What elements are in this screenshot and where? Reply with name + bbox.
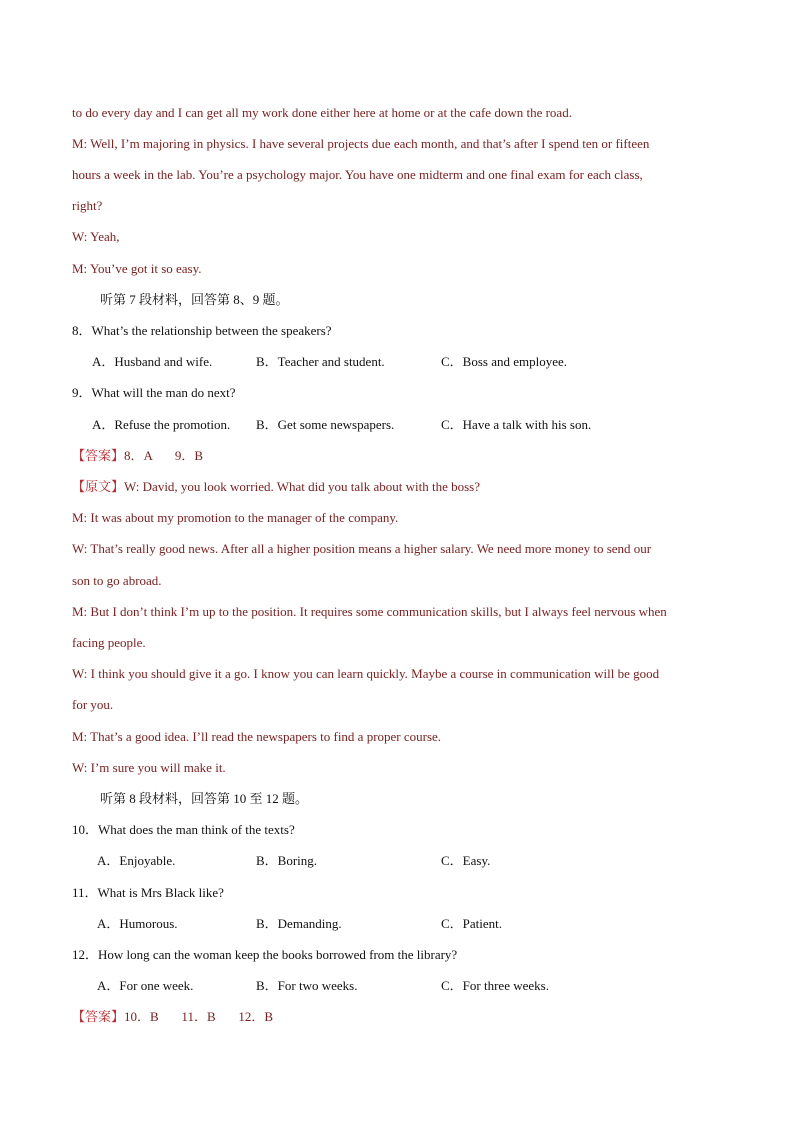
answer-tag: 【答案】 bbox=[72, 1009, 125, 1024]
transcript-line: M: But I don’t think I’m up to the position. It requires some communication skills, but I always feel nervous when bbox=[72, 604, 667, 619]
transcript-line: W: That’s really good news. After all a higher position means a higher salary. We need more money to send our bbox=[72, 541, 652, 556]
transcript-tag: 【原文】 bbox=[72, 479, 125, 494]
transcript-line: son to go abroad. bbox=[72, 573, 162, 588]
option-a: A．Husband and wife. bbox=[92, 354, 213, 369]
question-stem: 12．How long can the woman keep the books borrowed from the library? bbox=[72, 947, 458, 962]
dialogue-line: M: Well, I’m majoring in physics. I have several projects due each month, and that’s after I spend ten or fifteen bbox=[72, 136, 650, 151]
transcript-line: M: It was about my promotion to the manager of the company. bbox=[72, 510, 399, 525]
dialogue-line: to do every day and I can get all my work done either here at home or at the cafe down the road. bbox=[72, 105, 572, 120]
option-c: C．Boss and employee. bbox=[441, 354, 568, 369]
option-c: C．Easy. bbox=[441, 853, 491, 868]
dialogue-line: right? bbox=[72, 198, 103, 213]
question-stem: 8．What’s the relationship between the speakers? bbox=[72, 323, 332, 338]
option-a: A．Refuse the promotion. bbox=[92, 417, 231, 432]
transcript-line: facing people. bbox=[72, 635, 146, 650]
transcript-line bbox=[72, 479, 480, 495]
section-heading: 听第 7 段材料，回答第 8、9 题。 bbox=[100, 292, 289, 307]
option-c: C．For three weeks. bbox=[441, 978, 549, 993]
transcript-line: M: That’s a good idea. I’ll read the newspapers to find a proper course. bbox=[72, 729, 442, 744]
transcript-line: W: I think you should give it a go. I know you can learn quickly. Maybe a course in communication will be good bbox=[72, 666, 660, 681]
dialogue-line: hours a week in the lab. You’re a psychology major. You have one midterm and one final exam for each class, bbox=[72, 167, 643, 182]
option-a: A．Enjoyable. bbox=[97, 853, 176, 868]
option-b: B．Demanding. bbox=[256, 916, 342, 931]
answer-line bbox=[72, 448, 203, 464]
question-stem: 10．What does the man think of the texts? bbox=[72, 822, 295, 837]
answer-line bbox=[72, 1009, 273, 1025]
option-b: B．Teacher and student. bbox=[256, 354, 385, 369]
transcript-text: W: David, you look worried. What did you talk about with the boss? bbox=[124, 479, 481, 494]
option-b: B．Get some newspapers. bbox=[256, 417, 395, 432]
transcript-line: W: I’m sure you will make it. bbox=[72, 760, 226, 775]
option-c: C．Have a talk with his son. bbox=[441, 417, 592, 432]
option-c: C．Patient. bbox=[441, 916, 503, 931]
question-stem: 9．What will the man do next? bbox=[72, 385, 236, 400]
dialogue-line: W: Yeah, bbox=[72, 229, 120, 244]
question-stem: 11．What is Mrs Black like? bbox=[72, 885, 224, 900]
section-heading: 听第 8 段材料，回答第 10 至 12 题。 bbox=[100, 791, 309, 806]
option-a: A．Humorous. bbox=[97, 916, 178, 931]
dialogue-line: M: You’ve got it so easy. bbox=[72, 261, 202, 276]
transcript-line: for you. bbox=[72, 697, 114, 712]
option-a: A．For one week. bbox=[97, 978, 194, 993]
option-b: B．Boring. bbox=[256, 853, 318, 868]
answer-text: 10．B 11．B 12．B bbox=[124, 1009, 274, 1024]
answer-tag: 【答案】 bbox=[72, 448, 125, 463]
option-b: B．For two weeks. bbox=[256, 978, 358, 993]
answer-text: 8．A 9．B bbox=[124, 448, 204, 463]
